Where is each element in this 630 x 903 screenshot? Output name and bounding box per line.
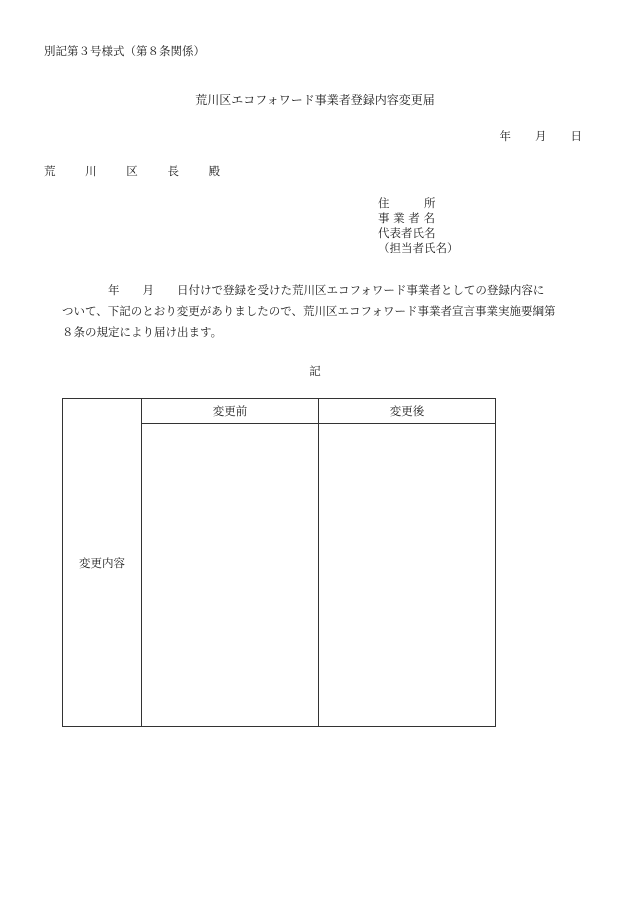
- body-line-2: ついて、下記のとおり変更がありましたので、荒川区エコフォワード事業者宣言事業実施要綱第: [62, 304, 556, 318]
- column-header-before: 変更前: [142, 399, 319, 424]
- body-line-3: ８条の規定により届け出ます。: [62, 325, 223, 339]
- before-change-cell[interactable]: [142, 424, 319, 727]
- applicant-block: [378, 196, 459, 256]
- after-change-cell[interactable]: [319, 424, 496, 727]
- addressee: 荒 川 区 長 殿: [44, 164, 234, 178]
- date-month-label: 月: [535, 129, 547, 143]
- address-label: 住 所: [378, 196, 436, 210]
- date-year-label: 年: [499, 129, 511, 143]
- notice-body: [62, 280, 592, 343]
- change-content-label: 変更内容: [63, 399, 142, 727]
- body-line-1: 年 月 日付けで登録を受けた荒川区エコフォワード事業者としての登録内容に: [108, 283, 545, 297]
- document-title: 荒川区エコフォワード事業者登録内容変更届: [195, 93, 435, 107]
- representative-label: 代表者氏名: [378, 226, 436, 240]
- changes-table: [62, 398, 496, 727]
- business-name-label: 事 業 者 名: [378, 211, 435, 225]
- column-header-after: 変更後: [319, 399, 496, 424]
- form-label: 別記第３号様式（第８条関係）: [44, 44, 205, 58]
- date-day-label: 日: [570, 129, 582, 143]
- date-line: [462, 128, 583, 144]
- note-mark: 記: [309, 364, 321, 378]
- contact-person-label: （担当者氏名）: [378, 241, 459, 255]
